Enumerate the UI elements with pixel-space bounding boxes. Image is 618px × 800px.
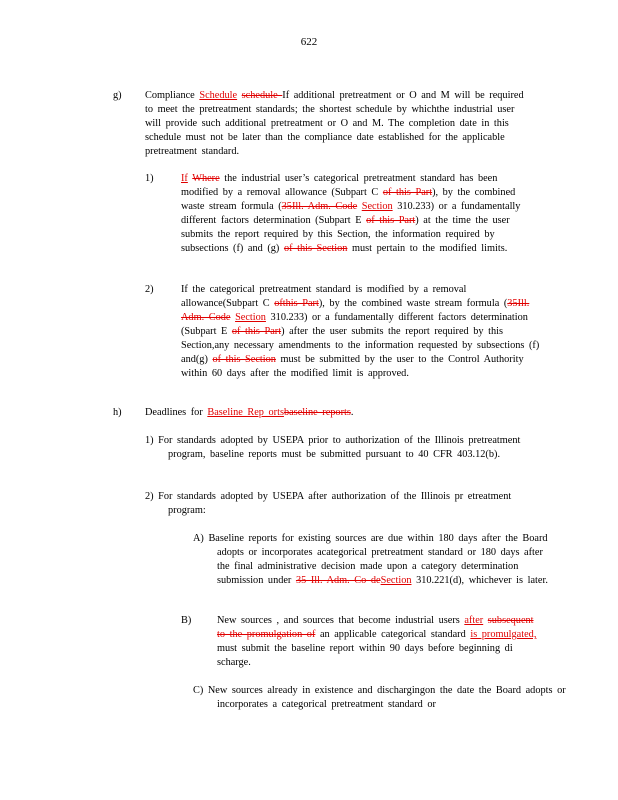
section-g-label: g) [113, 90, 122, 101]
item-hA-paragraph: A) Baseline reports for existing sources are due within 180 days after the Board adopts or incorporates acategorical pretreatment standard or 180 days after the final administrative decision made upon a category determination submission under 35 Ill. Adm. Co deSection 310.221(d), whichever is later. [193, 533, 548, 586]
section-g-paragraph: Compliance Schedule schedule If additional pretreatment or O and M will be required to meet the pretreatment standards; the shortest schedule by whichthe industrial user will provide such additional pretreatment or O and M. The completion date in this schedule must not be later than the compliance date established for the applicable pretreatment standard. [145, 90, 524, 157]
item-h1-paragraph: 1) For standards adopted by USEPA prior to authorization of the Illinois pretreatment program, baseline reports must be submitted pursuant to 40 CFR 403.12(b). [145, 435, 521, 460]
section-h-label: h) [113, 407, 122, 418]
item-h2-paragraph: 2) For standards adopted by USEPA after authorization of the Illinois pr etreatment program: [145, 491, 512, 516]
inserted-text: Schedule [199, 90, 238, 101]
item-g1-label: 1) [145, 173, 154, 184]
item-g1-paragraph: If Where the industrial user’s categorical pretreatment standard has been modified by a removal allowance (Subpart C of this Part), by the combined waste stream formula (35Ill. Adm. Code Section 310.233) or a fundamentally different factors determination (Subpart E of this Part) at the time the user submits the report required by this Section, the information required by subsections (f) and (g) of this Section must pertain to the modified limits. [181, 173, 521, 254]
page-number: 622 [300, 36, 318, 48]
section-h-heading: Deadlines for Baseline Rep ortsbaseline reports. [145, 407, 354, 418]
item-hB-label: B) [181, 615, 192, 626]
item-g2-label: 2) [145, 284, 154, 295]
item-hB-paragraph: New sources , and sources that become industrial users after subsequent to the promulgation of an applicable categorical standard is promulgated, must submit the baseline report within 90 days before beginning di scharge. [217, 615, 537, 668]
deleted-text: schedule [241, 90, 283, 101]
item-hC-paragraph: C) New sources already in existence and dischargingon the date the Board adopts or incorporates a categorical pretreatment standard or [193, 685, 566, 710]
item-g2-paragraph: If the categorical pretreatment standard is modified by a removal allowance(Subpart C ofthis Part), by the combined waste stream formula (35Ill. Adm. Code Section 310.233) or a fundamentally different factors determination (Subpart E of this Part) after the user submits the report required by this Section,any necessary amendments to the information requested by subsections (f) and(g) of this Section must be submitted by the user to the Control Authority within 60 days after the modified limit is approved. [181, 284, 540, 379]
